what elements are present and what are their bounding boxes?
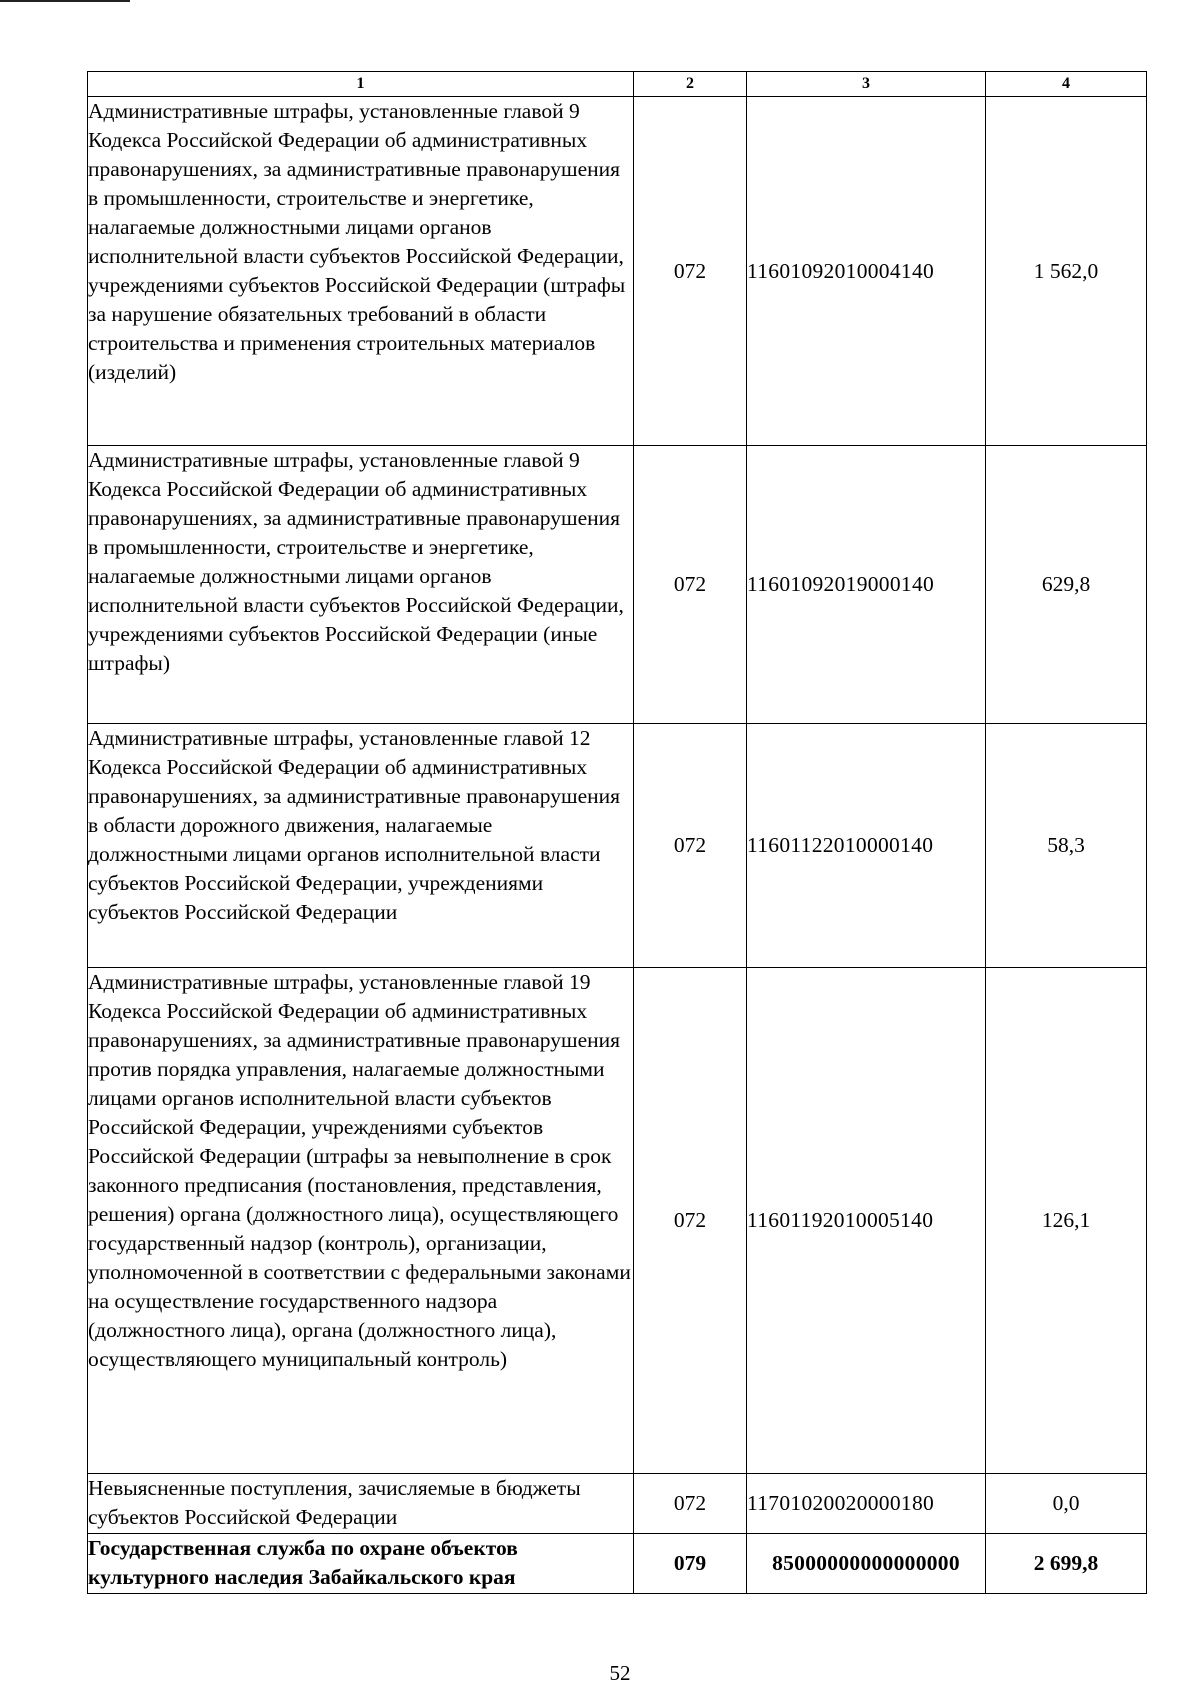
column-header-3: 3 (747, 72, 986, 97)
table-row (88, 97, 1147, 446)
row-admin-code: 072 (634, 968, 747, 1474)
revenue-table (87, 71, 1147, 1594)
row-amount: 2 699,8 (986, 1534, 1147, 1594)
table-row (88, 446, 1147, 724)
table-row (88, 724, 1147, 968)
row-amount: 0,0 (986, 1474, 1147, 1534)
page-number: 52 (609, 1661, 631, 1685)
row-description: Административные штрафы, установленные главой 9 Кодекса Российской Федерации об административных правонарушениях, за административные правонарушения в промышленности, строительстве и энергетике, налагаемые должностными лицами органов исполнительной власти субъектов Российской Федерации, учреждениями субъектов Российской Федерации (штрафы за нарушение обязательных требований в области строительства и применения строительных материалов (изделий) (88, 97, 634, 446)
row-kbk-code: 11601122010000140 (747, 724, 986, 968)
column-header-2: 2 (634, 72, 747, 97)
row-admin-code: 079 (634, 1534, 747, 1594)
scan-artifact-line (0, 0, 130, 2)
row-kbk-code: 11601192010005140 (747, 968, 986, 1474)
row-kbk-code: 11601092019000140 (747, 446, 986, 724)
row-admin-code: 072 (634, 1474, 747, 1534)
column-header-4: 4 (986, 72, 1147, 97)
row-admin-code: 072 (634, 97, 747, 446)
table-header-row (88, 72, 1147, 97)
row-description: Административные штрафы, установленные главой 19 Кодекса Российской Федерации об административных правонарушениях, за административные правонарушения против порядка управления, налагаемые должностными лицами органов исполнительной власти субъектов Российской Федерации, учреждениями субъектов Российской Федерации (штрафы за невыполнение в срок законного предписания (постановления, представления, решения) органа (должностного лица), осуществляющего государственный надзор (контроль), организации, уполномоченной в соответствии с федеральными законами на осуществление государственного надзора (должностного лица), органа (должностного лица), осуществляющего муниципальный контроль) (88, 968, 634, 1474)
row-amount: 58,3 (986, 724, 1147, 968)
row-admin-code: 072 (634, 724, 747, 968)
row-description: Невыясненные поступления, зачисляемые в бюджеты субъектов Российской Федерации (88, 1474, 634, 1534)
row-kbk-code: 85000000000000000 (747, 1534, 986, 1594)
table-row-total (88, 1534, 1147, 1594)
row-description: Государственная служба по охране объектов культурного наследия Забайкальского края (88, 1534, 634, 1594)
row-kbk-code: 11601092010004140 (747, 97, 986, 446)
column-header-1: 1 (88, 72, 634, 97)
row-kbk-code: 11701020020000180 (747, 1474, 986, 1534)
table-row (88, 1474, 1147, 1534)
row-amount: 1 562,0 (986, 97, 1147, 446)
table-row (88, 968, 1147, 1474)
row-description: Административные штрафы, установленные главой 12 Кодекса Российской Федерации об административных правонарушениях, за административные правонарушения в области дорожного движения, налагаемые должностными лицами органов исполнительной власти субъектов Российской Федерации, учреждениями субъектов Российской Федерации (88, 724, 634, 968)
row-amount: 126,1 (986, 968, 1147, 1474)
row-amount: 629,8 (986, 446, 1147, 724)
row-description: Административные штрафы, установленные главой 9 Кодекса Российской Федерации об административных правонарушениях, за административные правонарушения в промышленности, строительстве и энергетике, налагаемые должностными лицами органов исполнительной власти субъектов Российской Федерации, учреждениями субъектов Российской Федерации (иные штрафы) (88, 446, 634, 724)
row-admin-code: 072 (634, 446, 747, 724)
